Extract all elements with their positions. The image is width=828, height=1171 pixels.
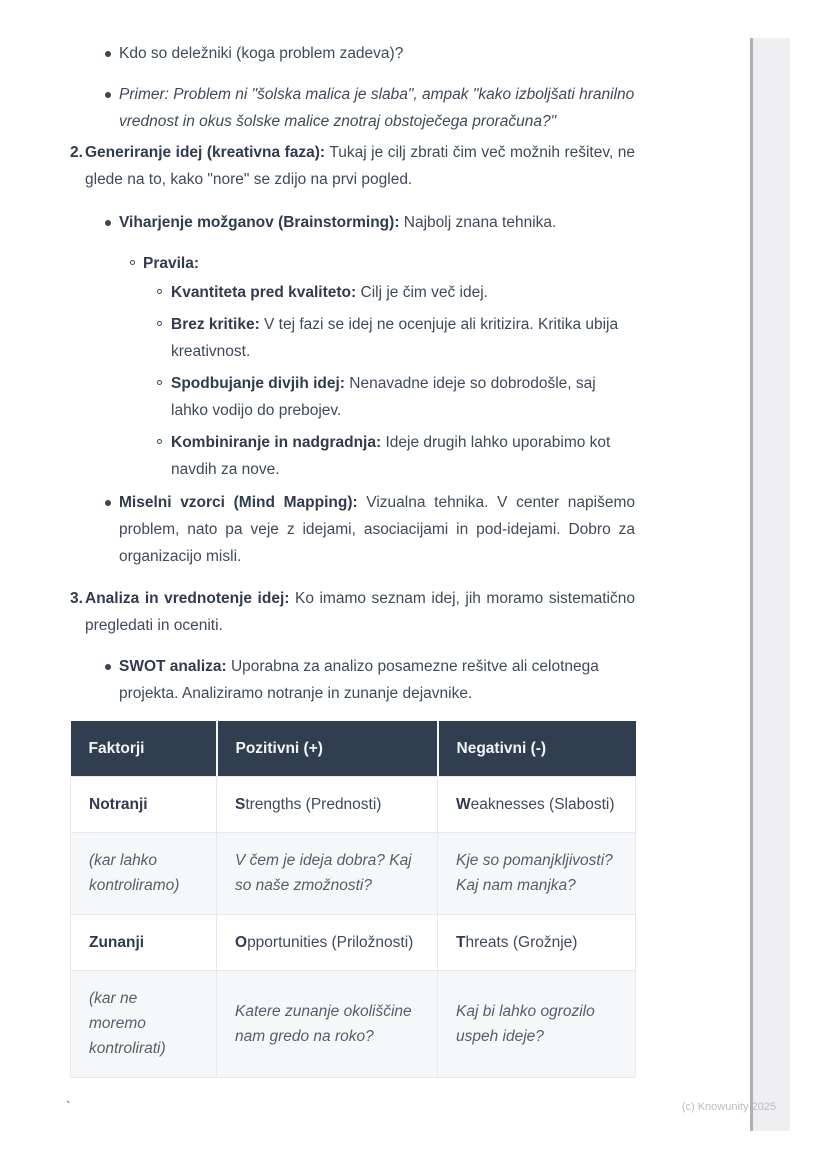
table-cell: Opportunities (Priložnosti): [217, 915, 438, 971]
list-item-text: Primer: Problem ni "šolska malica je slaba", ampak "kako izboljšati hranilno vrednost in okus šolske malice znotraj obstoječega proračuna?": [119, 86, 635, 130]
copyright-notice: (c) Knowunity 2025: [681, 1101, 776, 1113]
table-row-internal: [71, 777, 636, 833]
cell-text: W: [456, 796, 471, 813]
list-item-rule-combine: [70, 429, 635, 483]
numbered-item-3: [70, 585, 635, 639]
cell-text: O: [235, 934, 248, 951]
item-text: Najbolj znana tehnika.: [399, 214, 557, 231]
list-item-rule-wild-ideas: [70, 370, 635, 424]
list-number: 3.: [70, 590, 83, 607]
item-text: V tej fazi se idej ne ocenjuje ali kritizira. Kritika ubija kreativnost.: [171, 316, 619, 360]
list-item-text: Kdo so deležniki (koga problem zadeva)?: [119, 45, 404, 62]
list-item-example: [70, 81, 635, 135]
circle-bullet-icon: [157, 439, 162, 444]
table-cell: Weaknesses (Slabosti): [438, 777, 636, 833]
item-lead: Kombiniranje in nadgradnja:: [171, 434, 382, 451]
bullet-icon: [105, 500, 111, 506]
item-text: Ideje drugih lahko uporabimo kot navdih za nove.: [171, 434, 611, 478]
item-lead: Analiza in vrednotenje idej:: [85, 590, 290, 607]
circle-bullet-icon: [157, 289, 162, 294]
item-text: Ko imamo seznam idej, jih moramo sistematično pregledati in oceniti.: [85, 590, 635, 634]
column-header-factors: Faktorji: [71, 721, 217, 777]
numbered-item-2: [70, 139, 635, 193]
table-row-external-questions: [71, 971, 636, 1078]
item-text: Cilj je čim več idej.: [356, 284, 488, 301]
stray-mark: `: [66, 1098, 71, 1114]
column-header-negative: Negativni (-): [438, 721, 636, 777]
cell-text: S: [235, 796, 246, 813]
item-lead: Viharjenje možganov (Brainstorming):: [119, 214, 400, 231]
table-cell: Strengths (Prednosti): [217, 777, 438, 833]
cell-text: Zunanji: [89, 934, 145, 951]
table-cell: Katere zunanje okoliščine nam gredo na roko?: [217, 971, 438, 1078]
item-lead: Brez kritike:: [171, 316, 260, 333]
next-page-edge: [750, 38, 790, 1131]
bullet-icon: [105, 51, 111, 57]
circle-bullet-icon: [130, 260, 135, 265]
item-lead: Kvantiteta pred kvaliteto:: [171, 284, 357, 301]
bullet-icon: [105, 664, 111, 670]
table-row-external: [71, 915, 636, 971]
item-text: Uporabna za analizo posamezne rešitve ali celotnega projekta. Analiziramo notranje in zunanje dejavnike.: [119, 658, 599, 702]
list-item-stakeholders: [70, 40, 635, 67]
list-item-rule-quantity: [70, 279, 635, 306]
table-cell: (kar ne moremo kontrolirati): [71, 971, 217, 1078]
item-lead: Pravila:: [143, 255, 200, 272]
list-number: 2.: [70, 144, 83, 161]
circle-bullet-icon: [157, 321, 162, 326]
swot-table: [70, 721, 636, 1078]
list-item-mindmapping: [70, 489, 635, 570]
item-text: Tukaj je cilj zbrati čim več možnih rešitev, ne glede na to, kako "nore" se zdijo na prvi pogled.: [85, 144, 636, 188]
list-item-rules-heading: [70, 250, 635, 277]
table-cell: [71, 777, 217, 833]
table-cell: Kaj bi lahko ogrozilo uspeh ideje?: [438, 971, 636, 1078]
item-lead: Generiranje idej (kreativna faza):: [85, 144, 326, 161]
swot-table-header: [71, 721, 636, 777]
bullet-icon: [105, 92, 111, 98]
column-header-positive: Pozitivni (+): [217, 721, 438, 777]
document-body: [70, 40, 635, 1078]
item-lead: Spodbujanje divjih idej:: [171, 375, 345, 392]
list-item-brainstorming: [70, 209, 635, 236]
item-text: Vizualna tehnika. V center napišemo problem, nato pa veje z idejami, asociacijami in pod-idejami. Dobro za organizacijo misli.: [119, 494, 636, 565]
bullet-icon: [105, 220, 111, 226]
item-lead: Miselni vzorci (Mind Mapping):: [119, 494, 358, 511]
cell-text: T: [456, 934, 466, 951]
table-cell: Threats (Grožnje): [438, 915, 636, 971]
item-lead: SWOT analiza:: [119, 658, 227, 675]
item-text: Nenavadne ideje so dobrodošle, saj lahko vodijo do prebojev.: [171, 375, 596, 419]
table-cell: [71, 915, 217, 971]
cell-text: Notranji: [89, 796, 148, 813]
table-cell: V čem je ideja dobra? Kaj so naše zmožnosti?: [217, 833, 438, 915]
list-item-swot: [70, 653, 635, 707]
table-row-internal-questions: [71, 833, 636, 915]
list-item-rule-no-criticism: [70, 311, 635, 365]
circle-bullet-icon: [157, 380, 162, 385]
table-cell: Kje so pomanjkljivosti? Kaj nam manjka?: [438, 833, 636, 915]
table-cell: (kar lahko kontroliramo): [71, 833, 217, 915]
